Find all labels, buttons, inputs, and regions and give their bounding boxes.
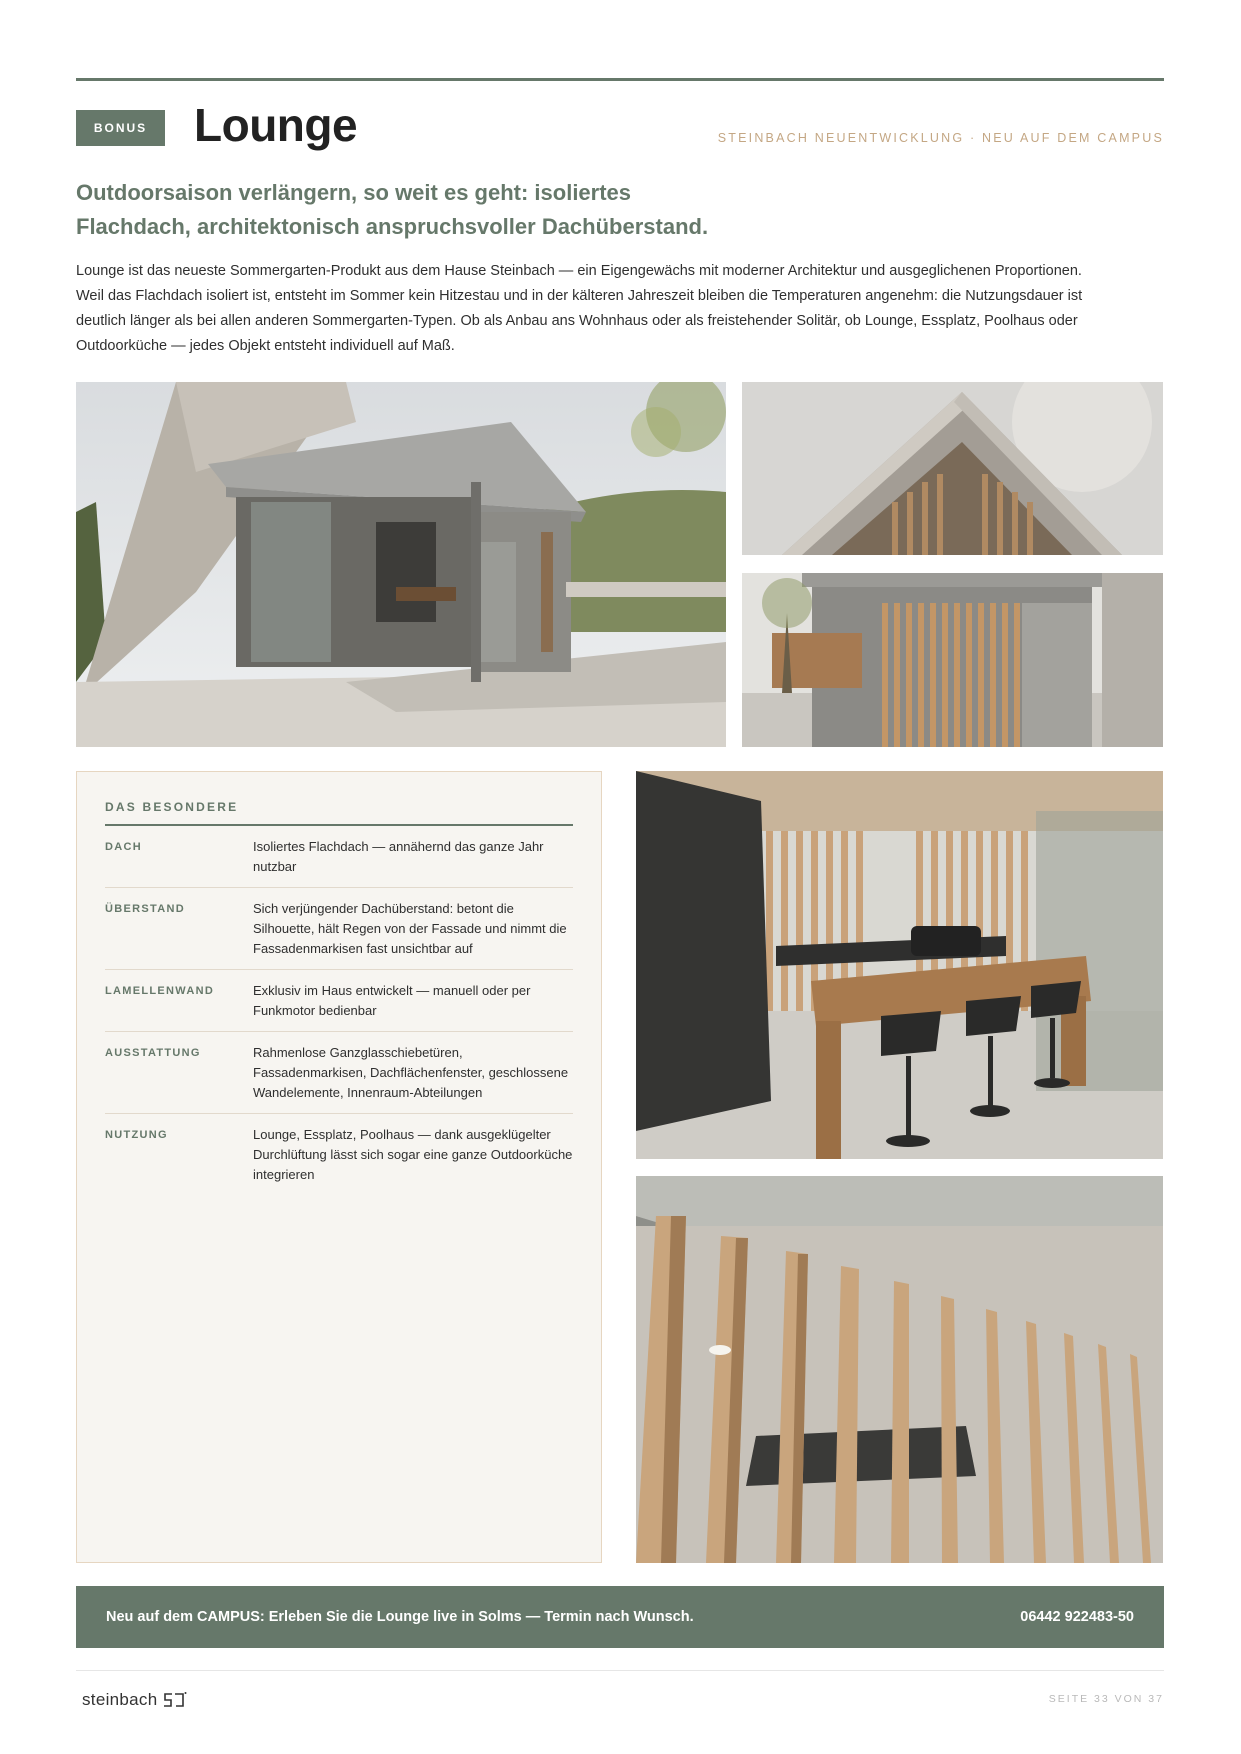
feature-text: Exklusiv im Haus entwickelt — manuell oder per Funkmotor bedienbar — [253, 983, 531, 1018]
cta-phone[interactable]: 06442 922483-50 — [1020, 1609, 1134, 1625]
footer-rule — [76, 1670, 1164, 1671]
header-kicker: STEINBACH NEUENTWICKLUNG · NEU AUF DEM CAMPUS — [717, 131, 1164, 145]
photo-interior-counter — [636, 771, 1163, 1159]
bonus-badge: BONUS — [76, 110, 165, 146]
steinbach-logo — [82, 1690, 187, 1710]
cta-text: Neu auf dem CAMPUS: Erleben Sie die Lounge live in Solms — Termin nach Wunsch. — [106, 1609, 694, 1625]
lead-heading — [76, 176, 776, 244]
feature-text: Isoliertes Flachdach — annähernd das ganze Jahr nutzbar — [253, 839, 544, 874]
feature-label: AUSSTATTUNG — [105, 1047, 201, 1059]
feature-label: LAMELLENWAND — [105, 985, 215, 997]
feature-row-nutzung — [105, 1114, 573, 1195]
feature-row-ausstattung — [105, 1032, 573, 1114]
intro-paragraph: Lounge ist das neueste Sommergarten-Produkt aus dem Hause Steinbach — ein Eigengewächs mit moderner Architektur und ausgeglichenen Proportionen. Weil das Flachdach isoliert ist, entsteht im Sommer kein Hitzestau und in der kälteren Jahreszeit bleiben die Temperaturen angenehm: die Nutzungsdauer ist deutlich länger als bei allen anderen Sommergarten-Typen. Ob als Anbau ans Wohnhaus oder als freistehender Solitär, ob Lounge, Essplatz, Poolhaus oder Outdoorküche — jedes Objekt entsteht individuell auf Maß. — [76, 263, 1083, 354]
feature-label: ÜBERSTAND — [105, 903, 185, 915]
logo-wordmark: steinbach — [82, 1690, 158, 1709]
top-rule — [76, 78, 1164, 81]
lead-line-2: Flachdach, architektonisch anspruchsvoller Dachüberstand. — [76, 214, 709, 239]
page-title: Lounge — [194, 99, 358, 151]
photo-roof-detail — [742, 382, 1163, 555]
photo-slat-wall — [742, 573, 1163, 747]
feature-row-ueberstand — [105, 888, 573, 970]
photo-lamellae-detail — [636, 1176, 1163, 1563]
feature-row-dach — [105, 826, 573, 888]
feature-text: Lounge, Essplatz, Poolhaus — dank ausgeklügelter Durchlüftung lässt sich sogar eine ganze Outdoorküche integrieren — [253, 1127, 573, 1182]
features-title: DAS BESONDERE — [105, 800, 239, 814]
feature-label: NUTZUNG — [105, 1129, 168, 1141]
photo-lounge-exterior — [76, 382, 726, 747]
cta-bar — [76, 1586, 1164, 1648]
lead-line-1: Outdoorsaison verlängern, so weit es geht: isoliertes — [76, 180, 632, 205]
feature-label: DACH — [105, 841, 142, 853]
feature-row-lamellenwand — [105, 970, 573, 1032]
logo-mark-icon — [163, 1691, 187, 1709]
features-list — [105, 826, 573, 1195]
feature-text: Rahmenlose Ganzglasschiebetüren, Fassadenmarkisen, Dachflächenfenster, geschlossene Wandelemente, Innenraum-Abteilungen — [253, 1045, 569, 1100]
feature-text: Sich verjüngender Dachüberstand: betont die Silhouette, hält Regen von der Fassade und nimmt die Fassadenmarkisen fast unsichtbar auf — [253, 901, 567, 956]
features-panel — [76, 771, 602, 1563]
page-number: SEITE 33 VON 37 — [1048, 1693, 1164, 1705]
